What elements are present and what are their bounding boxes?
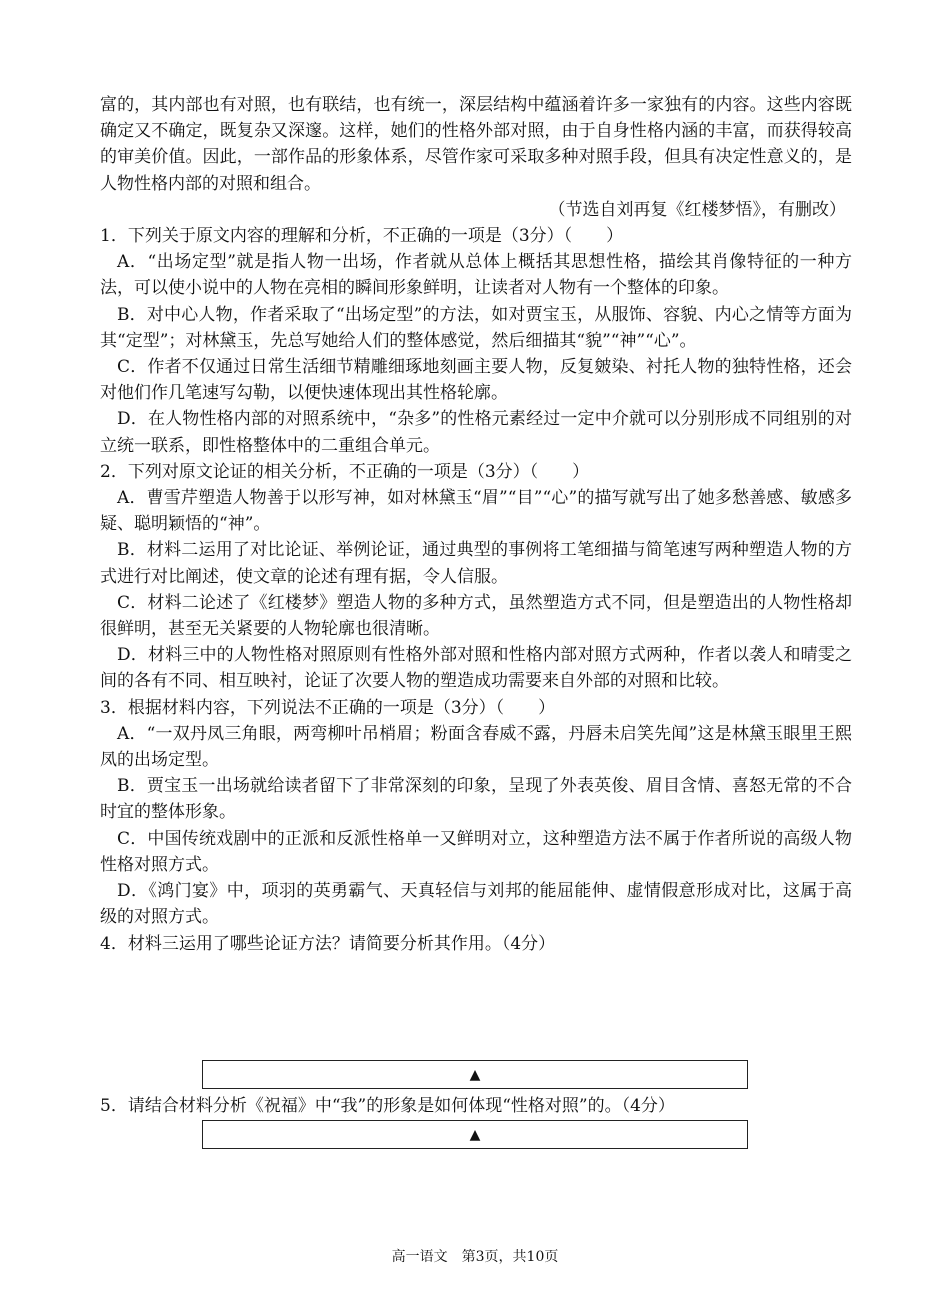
option-b: B．材料二运用了对比论证、举例论证，通过典型的事例将工笔细描与简笔速写两种塑造人物的方式进行对比阐述，使文章的论述有理有据，令人信服。 [100,540,852,587]
exam-content [100,92,852,957]
option-a: A．“出场定型”就是指人物一出场，作者就从总体上概括其思想性格，描绘其肖像特征的一种方法，可以使小说中的人物在亮相的瞬间形象鲜明，让读者对人物有一个整体的印象。 [100,252,852,299]
option-c: C．作者不仅通过日常生活细节精雕细琢地刻画主要人物，反复皴染、衬托人物的独特性格，还会对他们作几笔速写勾勒，以便快速体现出其性格轮廓。 [100,357,852,404]
option-d: D．《鸿门宴》中，项羽的英勇霸气、天真轻信与刘邦的能屈能伸、虚情假意形成对比，这属于高级的对照方式。 [100,881,852,928]
question-5-block [100,1093,852,1119]
option-b: B．对中心人物，作者采取了“出场定型”的方法，如对贾宝玉，从服饰、容貌、内心之情等方面为其“定型”；对林黛玉，先总写她给人们的整体感觉，然后细描其“貌”“神”“心”。 [100,304,852,351]
option-d: D．材料三中的人物性格对照原则有性格外部对照和性格内部对照方式两种，作者以袭人和晴雯之间的各有不同、相互映衬，论证了次要人物的塑造成功需要来自外部的对照和比较。 [100,645,852,692]
option-c: C．材料二论述了《红楼梦》塑造人物的多种方式，虽然塑造方式不同，但是塑造出的人物性格却很鲜明，甚至无关紧要的人物轮廓也很清晰。 [100,592,852,640]
intro-paragraph: 富的，其内部也有对照，也有联结，也有统一，深层结构中蕴涵着许多一家独有的内容。这些内容既确定又不确定，既复杂又深邃。这样，她们的性格外部对照，由于自身性格内涵的丰富，而获得较高的审美价值。因此，一部作品的形象体系，尽管作家可采取多种对照手段，但具有决定性意义的，是人物性格内部的对照和组合。 [100,95,852,194]
option-d: D．在人物性格内部的对照系统中，“杂多”的性格元素经过一定中介就可以分别形成不同组别的对立统一联系，即性格整体中的二重组合单元。 [100,409,852,456]
triangle-marker-icon: ▲ [469,1126,481,1143]
question-stem: 2．下列对原文论证的相关分析，不正确的一项是（3分）（ ） [100,461,590,482]
question-1 [100,223,852,459]
answer-box-q4[interactable] [202,1060,748,1089]
question-5-stem: 5．请结合材料分析《祝福》中“我”的形象是如何体现“性格对照”的。（4分） [100,1096,675,1116]
option-b: B．贾宝玉一出场就给读者留下了非常深刻的印象，呈现了外表英俊、眉目含情、喜怒无常的不合时宜的整体形象。 [100,776,852,823]
question-stem: 3．根据材料内容，下列说法不正确的一项是（3分）（ ） [100,697,556,718]
page-footer: 高一语文 第3页，共10页 [391,1249,559,1265]
question-2 [100,459,852,695]
question-stem: 1．下列关于原文内容的理解和分析，不正确的一项是（3分）（ ） [100,226,624,247]
option-c: C．中国传统戏剧中的正派和反派性格单一又鲜明对立，这种塑造方法不属于作者所说的高级人物性格对照方式。 [100,828,852,875]
answer-box-q5[interactable] [202,1120,748,1149]
question-3 [100,695,852,931]
triangle-marker-icon: ▲ [469,1066,481,1083]
option-a: A．“一双丹凤三角眼，两弯柳叶吊梢眉；粉面含春威不露，丹唇未启笑先闻”这是林黛玉眼里王熙凤的出场定型。 [100,723,852,771]
option-a: A．曹雪芹塑造人物善于以形写神，如对林黛玉“眉”“目”“心”的描写就写出了她多愁善感、敏感多疑、聪明颖悟的“神”。 [100,488,852,535]
question-4-stem: 4．材料三运用了哪些论证方法？请简要分析其作用。（4分） [100,933,556,954]
source-note: （节选自刘再复《红楼梦悟》，有删改） [548,199,846,220]
